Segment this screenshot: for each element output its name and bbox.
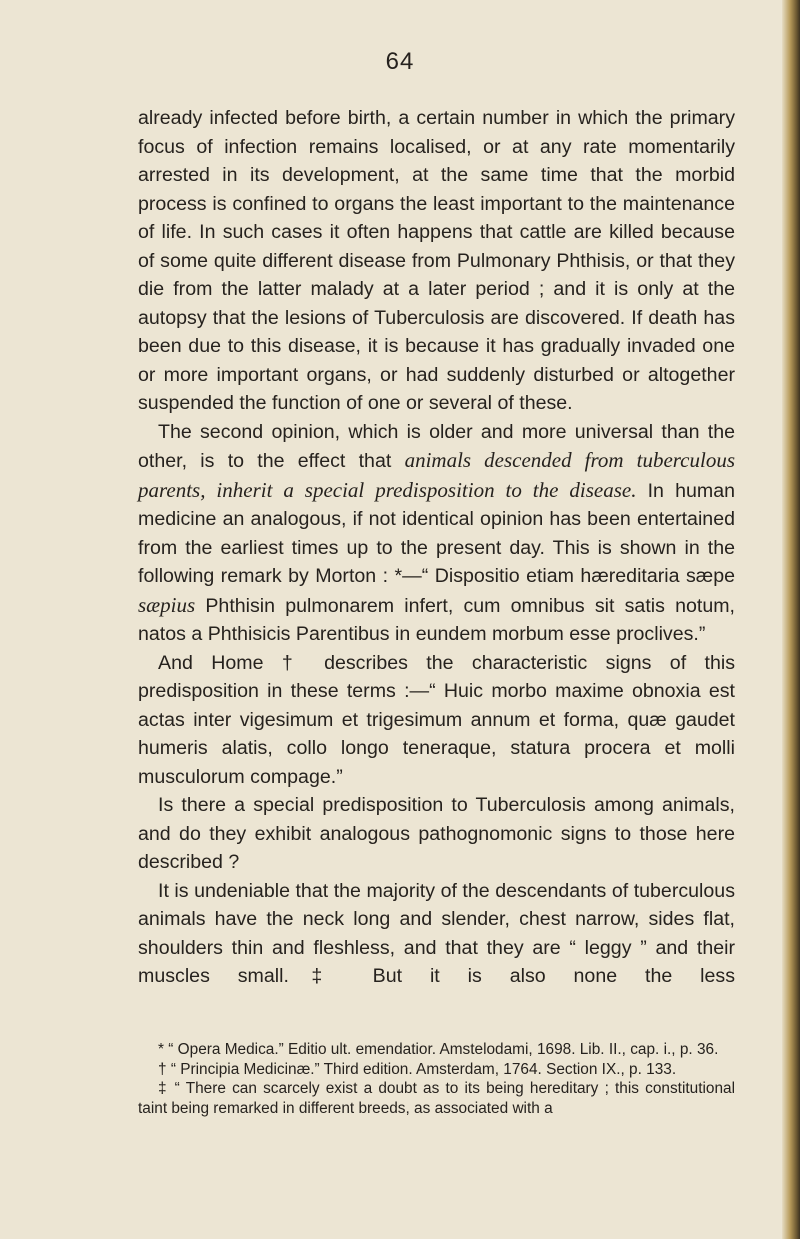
footnote-3-text: “ There can scarcely exist a doubt as to its being hereditary ; this constitutional taint being remarked in different breeds, as associated with a	[138, 1080, 736, 1117]
paragraph-3-text-continued: describes the characteristic signs of this predisposition in these terms :—“ Huic morbo maxime obnoxia est actas inter vigesimum et trigesimum annum et forma, quæ gaudet humeris alatis, collo longo teneraque, statura procera et molli musculorum compage.”	[138, 651, 735, 788]
paragraph-1	[138, 104, 735, 418]
paragraph-5	[138, 877, 735, 991]
footnote-2	[138, 1060, 735, 1080]
paragraph-1-text: already infected before birth, a certain number in which the primary focus of infection remains localised, or at any rate momentarily arrested in its development, at the same time that the morbid process is confined to organs the least important to the maintenance of life. In such cases it often happens that cattle are killed because of some quite different disease from Pulmonary Phthisis, or that they die from the latter malady at a later period ; and it is only at the autopsy that the lesions of Tuberculosis are discovered. If death has been due to this disease, it is because it has gradually invaded one or more important organs, or had suddenly disturbed or altogether suspended the function of one or several of these.	[138, 107, 735, 414]
latin-quote-italic: sæpius	[138, 592, 196, 617]
footnote-ref-dagger: †	[281, 651, 306, 674]
footnote-1-text: “ Opera Medica.” Editio ult. emendatior. Amstelodami, 1698. Lib. II., cap. i., p. 36.	[164, 1041, 719, 1058]
paragraph-4	[138, 791, 735, 877]
footnote-1-mark: *	[158, 1041, 164, 1058]
footnote-2-mark: †	[158, 1060, 167, 1078]
paragraph-3	[138, 649, 735, 792]
paragraph-2	[138, 418, 735, 649]
footnotes	[138, 1040, 735, 1118]
paragraph-2-text-continued: In human medicine an analogous, if not identical opinion has been entertained from the earliest times up to the present day. This is shown in the following remark by Morton :	[138, 479, 735, 587]
paragraph-3-text: And Home	[158, 651, 282, 674]
paragraph-5-text-continued: But it is also none the less	[344, 965, 735, 987]
page-edge-shadow	[782, 0, 800, 1239]
footnote-3	[138, 1079, 735, 1118]
footnote-ref-double-dagger: ‡	[288, 965, 345, 987]
paragraph-4-text: Is there a special predisposition to Tuberculosis among animals, and do they exhibit analogous pathognomonic signs to those here described ?	[138, 794, 735, 873]
italic-emphasis: animals descended from tuberculous parents, inherit a special predisposition to the disease.	[138, 448, 735, 502]
paragraph-2-text: The second opinion, which is older and more universal than the other, is to the effect that	[138, 420, 735, 472]
latin-quote: —“ Dispositio etiam hæreditaria sæpe	[402, 565, 735, 587]
body-text	[138, 104, 735, 991]
footnote-1	[138, 1040, 735, 1060]
page-number: 64	[385, 48, 415, 75]
footnote-ref-asterisk: *	[394, 565, 403, 587]
footnote-3-mark: ‡	[158, 1080, 169, 1097]
paragraph-5-text: It is undeniable that the majority of the descendants of tuberculous animals have the neck long and slender, chest narrow, sides flat, shoulders thin and fleshless, and that they are “ leggy ” and their muscles small.	[138, 879, 735, 987]
footnote-2-text: “ Principia Medicinæ.” Third edition. Amsterdam, 1764. Section IX., p. 133.	[166, 1060, 677, 1078]
latin-quote-end: Phthisin pulmonarem infert, cum omnibus sit satis notum, natos a Phthisicis Parentibus in eundem morbum esse proclives.”	[138, 594, 735, 645]
